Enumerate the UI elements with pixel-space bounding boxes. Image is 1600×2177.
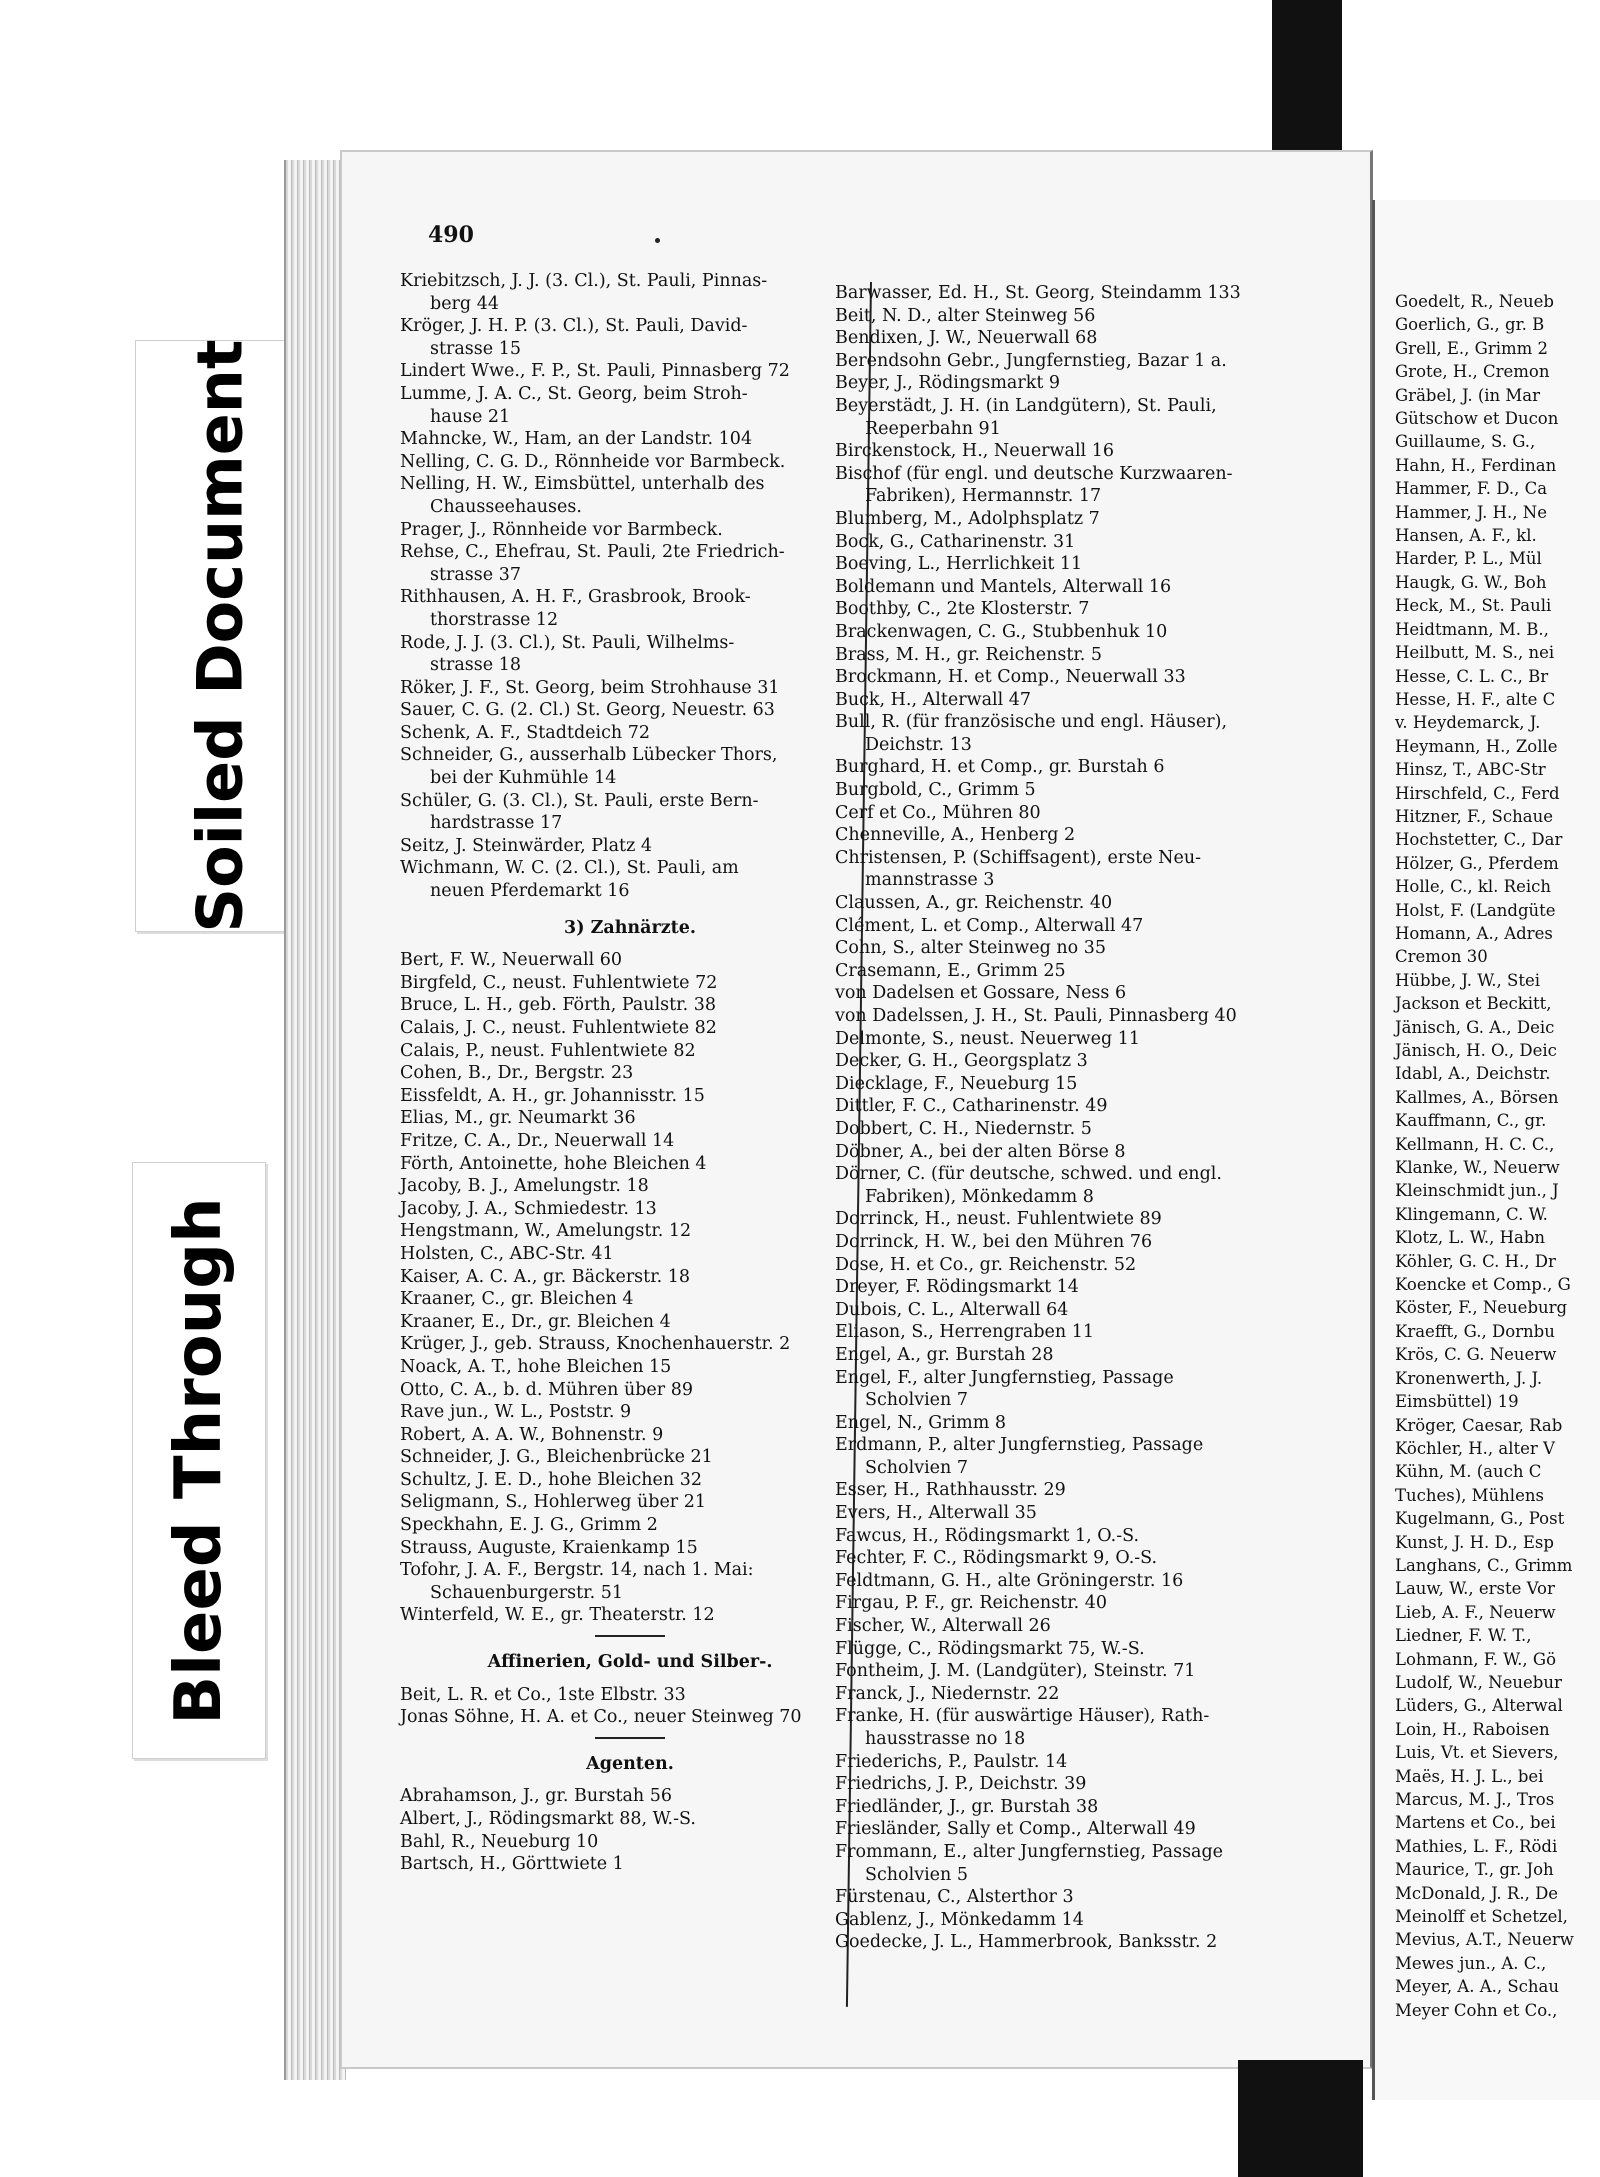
directory-entry-continuation: berg 44 (430, 293, 499, 314)
directory-entry: Birckenstock, H., Neuerwall 16 (835, 441, 1114, 462)
directory-entry: Sauer, C. G. (2. Cl.) St. Georg, Neuestr. 63 (400, 700, 775, 721)
directory-entry-continuation: hause 21 (430, 406, 511, 427)
directory-entry: Fontheim, J. M. (Landgüter), Steinstr. 71 (835, 1661, 1196, 1682)
directory-entry: Wichmann, W. C. (2. Cl.), St. Pauli, am (400, 858, 739, 879)
directory-entry: Rithhausen, A. H. F., Grasbrook, Brook- (400, 587, 751, 608)
directory-entry: Krüger, J., geb. Strauss, Knochenhauerstr. 2 (400, 1334, 791, 1355)
directory-entry: Langhans, C., Grimm (1395, 1555, 1573, 1575)
directory-entry: Eimsbüttel) 19 (1395, 1392, 1519, 1412)
directory-entry: Esser, H., Rathhausstr. 29 (835, 1480, 1066, 1501)
directory-entry: Goedecke, J. L., Hammerbrook, Banksstr. 2 (835, 1932, 1218, 1953)
directory-entry: Friedrichs, J. P., Deichstr. 39 (835, 1774, 1087, 1795)
directory-entry: Koencke et Comp., G (1395, 1275, 1571, 1295)
directory-entry: McDonald, J. R., De (1395, 1883, 1559, 1903)
directory-entry-continuation: Chausseehauses. (430, 496, 582, 517)
directory-entry: Bull, R. (für französische und engl. Häuser), (835, 712, 1228, 733)
directory-entry: Noack, A. T., hohe Bleichen 15 (400, 1356, 672, 1377)
directory-entry: Franke, H. (für auswärtige Häuser), Rath- (835, 1706, 1210, 1727)
directory-entry: Winterfeld, W. E., gr. Theaterstr. 12 (400, 1605, 715, 1626)
directory-entry-continuation: strasse 18 (430, 655, 521, 676)
directory-entry: Heilbutt, M. S., nei (1395, 643, 1555, 663)
directory-entry: Cohen, B., Dr., Bergstr. 23 (400, 1063, 634, 1084)
directory-entry-continuation: bei der Kuhmühle 14 (430, 768, 617, 789)
directory-entry: Kaiser, A. C. A., gr. Bäckerstr. 18 (400, 1266, 691, 1287)
directory-entry: Lohmann, F. W., Gö (1395, 1649, 1557, 1669)
directory-entry: Heidtmann, M. B., (1395, 619, 1549, 639)
directory-entry: Schüler, G. (3. Cl.), St. Pauli, erste Bern- (400, 790, 759, 811)
directory-entry: Evers, H., Alterwall 35 (835, 1503, 1037, 1524)
directory-entry: Boldemann und Mantels, Alterwall 16 (835, 576, 1172, 597)
directory-entry: Kugelmann, G., Post (1395, 1509, 1565, 1529)
directory-entry: Gablenz, J., Mönkedamm 14 (835, 1909, 1084, 1930)
directory-entry: Meinolff et Schetzel, (1395, 1907, 1568, 1927)
directory-entry: Elias, M., gr. Neumarkt 36 (400, 1108, 636, 1129)
directory-entry: Berendsohn Gebr., Jungfernstieg, Bazar 1 a. (835, 350, 1227, 371)
page-edges (284, 160, 346, 2080)
directory-entry: Homann, A., Adres (1395, 923, 1553, 943)
directory-entry: Loin, H., Raboisen (1395, 1719, 1550, 1739)
directory-entry: Lumme, J. A. C., St. Georg, beim Stroh- (400, 383, 748, 404)
directory-entry: Marcus, M. J., Tros (1395, 1790, 1555, 1809)
directory-entry: Rave jun., W. L., Poststr. 9 (400, 1402, 632, 1423)
directory-entry: Brass, M. H., gr. Reichenstr. 5 (835, 644, 1103, 665)
directory-entry: Holst, F. (Landgüte (1395, 900, 1556, 920)
directory-entry: Kühn, M. (auch C (1395, 1462, 1542, 1482)
directory-entry: Bahl, R., Neueburg 10 (400, 1831, 599, 1852)
left-column (400, 270, 860, 1876)
directory-entry: Mewes jun., A. C., (1395, 1953, 1547, 1973)
directory-entry: Kraaner, C., gr. Bleichen 4 (400, 1289, 634, 1310)
directory-entry-continuation: Fabriken), Hermannstr. 17 (865, 486, 1102, 507)
directory-entry: Crasemann, E., Grimm 25 (835, 960, 1066, 981)
directory-entry: Rode, J. J. (3. Cl.), St. Pauli, Wilhelms- (400, 632, 735, 653)
bottom-dark-band (1238, 2060, 1363, 2177)
directory-entry-continuation: Deichstr. 13 (865, 734, 972, 755)
directory-entry: von Dadelsen et Gossare, Ness 6 (835, 983, 1127, 1004)
directory-entry: Kronenwerth, J. J. (1395, 1368, 1543, 1388)
directory-entry: Engel, F., alter Jungfernstieg, Passage (835, 1367, 1174, 1388)
directory-entry: Schultz, J. E. D., hohe Bleichen 32 (400, 1469, 703, 1490)
facing-page-column (1395, 290, 1600, 2022)
directory-entry: Cohn, S., alter Steinweg no 35 (835, 938, 1106, 959)
directory-entry-continuation: strasse 15 (430, 338, 521, 359)
directory-entry: Kraefft, G., Dornbu (1395, 1321, 1555, 1341)
directory-entry: Strauss, Auguste, Kraienkamp 15 (400, 1537, 698, 1558)
directory-entry: Franck, J., Niedernstr. 22 (835, 1683, 1060, 1704)
directory-entry: Hirschfeld, C., Ferd (1395, 783, 1560, 803)
directory-entry: Hammer, F. D., Ca (1395, 479, 1548, 499)
directory-entry: Cerf et Co., Mühren 80 (835, 802, 1041, 823)
directory-entry: Fürstenau, C., Alsterthor 3 (835, 1887, 1074, 1908)
soiled-document-label: Soiled Document (183, 339, 257, 933)
directory-entry: Hochstetter, C., Dar (1395, 830, 1563, 850)
directory-entry: Bartsch, H., Görttwiete 1 (400, 1854, 624, 1875)
directory-entry: Maurice, T., gr. Joh (1395, 1860, 1554, 1880)
directory-entry: Lieb, A. F., Neuerw (1395, 1602, 1556, 1622)
bleed-through-label: Bleed Through (162, 1196, 236, 1725)
directory-entry: Klingemann, C. W. (1395, 1204, 1548, 1224)
directory-entry: Dörner, C. (für deutsche, schwed. und engl. (835, 1164, 1222, 1185)
directory-entry: Mahncke, W., Ham, an der Landstr. 104 (400, 429, 753, 450)
directory-entry: Schneider, G., ausserhalb Lübecker Thors, (400, 745, 778, 766)
soiled-document-tab (135, 340, 305, 932)
directory-entry: Firgau, P. F., gr. Reichenstr. 40 (835, 1593, 1108, 1614)
directory-entry: Albert, J., Rödingsmarkt 88, W.-S. (400, 1809, 696, 1829)
directory-entry: Brockmann, H. et Comp., Neuerwall 33 (835, 667, 1186, 688)
directory-entry: Gütschow et Ducon (1395, 409, 1559, 429)
directory-entry: Kunst, J. H. D., Esp (1395, 1532, 1554, 1552)
directory-entry: Klanke, W., Neuerw (1395, 1158, 1560, 1178)
directory-entry: Förth, Antoinette, hohe Bleichen 4 (400, 1153, 707, 1174)
directory-entry: Krös, C. G. Neuerw (1395, 1345, 1557, 1365)
directory-entry: Bert, F. W., Neuerwall 60 (400, 950, 622, 971)
directory-entry: Tofohr, J. A. F., Bergstr. 14, nach 1. Mai: (400, 1560, 754, 1581)
directory-entry: Dittler, F. C., Catharinenstr. 49 (835, 1096, 1108, 1117)
directory-entry: Hesse, C. L. C., Br (1395, 666, 1549, 686)
directory-entry: Clément, L. et Comp., Alterwall 47 (835, 915, 1144, 936)
directory-entry: von Dadelssen, J. H., St. Pauli, Pinnasberg 40 (835, 1006, 1237, 1026)
directory-entry: Holsten, C., ABC-Str. 41 (400, 1243, 614, 1264)
directory-entry: Delmonte, S., neust. Neuerweg 11 (835, 1028, 1141, 1049)
section-rule (595, 1737, 665, 1739)
directory-entry: Flügge, C., Rödingsmarkt 75, W.-S. (835, 1638, 1145, 1659)
directory-entry: Christensen, P. (Schiffsagent), erste Neu- (835, 847, 1202, 868)
directory-entry: Beit, N. D., alter Steinweg 56 (835, 305, 1096, 326)
directory-entry: Jackson et Beckitt, (1395, 994, 1552, 1014)
directory-entry: Buck, H., Alterwall 47 (835, 689, 1032, 710)
directory-entry: Calais, P., neust. Fuhlentwiete 82 (400, 1040, 696, 1061)
directory-entry-continuation: mannstrasse 3 (865, 870, 995, 891)
directory-entry: Erdmann, P., alter Jungfernstieg, Passage (835, 1435, 1204, 1456)
directory-entry: Cremon 30 (1395, 947, 1488, 967)
directory-entry: Hansen, A. F., kl. (1395, 526, 1537, 546)
directory-entry: Dreyer, F. Rödingsmarkt 14 (835, 1277, 1079, 1298)
directory-entry: Kleinschmidt jun., J (1395, 1181, 1559, 1201)
directory-entry: Eissfeldt, A. H., gr. Johannisstr. 15 (400, 1085, 705, 1106)
directory-entry: Dorrinck, H., neust. Fuhlentwiete 89 (835, 1209, 1162, 1230)
directory-entry: Beyerstädt, J. H. (in Landgütern), St. Pauli, (835, 395, 1217, 416)
directory-entry: Harder, P. L., Mül (1395, 549, 1542, 569)
directory-entry: Friesländer, Sally et Comp., Alterwall 49 (835, 1819, 1196, 1840)
directory-entry: Hammer, J. H., Ne (1395, 502, 1547, 522)
directory-entry: Birgfeld, C., neust. Fuhlentwiete 72 (400, 972, 718, 993)
directory-entry: Decker, G. H., Georgsplatz 3 (835, 1051, 1088, 1072)
directory-entry: Mevius, A.T., Neuerw (1395, 1930, 1574, 1950)
directory-entry: v. Heydemarck, J. (1395, 713, 1541, 733)
directory-entry: Meyer, A. A., Schau (1395, 1977, 1560, 1997)
directory-entry: Hahn, H., Ferdinan (1395, 455, 1557, 475)
ink-dot (655, 238, 660, 243)
directory-entry: Eliason, S., Herrengraben 11 (835, 1322, 1095, 1343)
directory-entry: Calais, J. C., neust. Fuhlentwiete 82 (400, 1018, 717, 1038)
directory-entry: Dorrinck, H. W., bei den Mühren 76 (835, 1231, 1153, 1252)
middle-column (835, 282, 1360, 1954)
directory-entry: Lüders, G., Alterwal (1395, 1696, 1563, 1716)
directory-entry: Luis, Vt. et Sievers, (1395, 1743, 1559, 1763)
directory-entry: Bischof (für engl. und deutsche Kurzwaaren- (835, 463, 1233, 484)
directory-entry: Grell, E., Grimm 2 (1395, 338, 1549, 358)
directory-entry: Seligmann, S., Hohlerweg über 21 (400, 1492, 707, 1513)
directory-entry: Feldtmann, G. H., alte Gröningerstr. 16 (835, 1570, 1184, 1591)
directory-entry: Diecklage, F., Neueburg 15 (835, 1073, 1078, 1094)
directory-entry: Dose, H. et Co., gr. Reichenstr. 52 (835, 1254, 1137, 1275)
directory-entry: Fritze, C. A., Dr., Neuerwall 14 (400, 1130, 675, 1151)
directory-entry: Döbner, A., bei der alten Börse 8 (835, 1141, 1126, 1162)
directory-entry: Seitz, J. Steinwärder, Platz 4 (400, 835, 653, 856)
directory-entry: Jacoby, J. A., Schmiedestr. 13 (400, 1198, 657, 1219)
directory-entry: Beyer, J., Rödingsmarkt 9 (835, 373, 1061, 394)
directory-entry: Meyer Cohn et Co., (1395, 2000, 1558, 2020)
directory-entry: Idabl, A., Deichstr. (1395, 1064, 1551, 1084)
directory-entry: Brackenwagen, C. G., Stubbenhuk 10 (835, 621, 1168, 642)
directory-entry: Goerlich, G., gr. B (1395, 315, 1545, 335)
directory-entry: Holle, C., kl. Reich (1395, 877, 1552, 897)
directory-entry: Martens et Co., bei (1395, 1813, 1556, 1833)
directory-entry: Hesse, H. F., alte C (1395, 689, 1556, 709)
section-heading: 3) Zahnärzte. (564, 917, 696, 938)
directory-entry: Engel, A., gr. Burstah 28 (835, 1344, 1054, 1365)
directory-entry: Friedländer, J., gr. Burstah 38 (835, 1796, 1099, 1817)
directory-entry-continuation: neuen Pferdemarkt 16 (430, 881, 630, 902)
directory-entry: Bendixen, J. W., Neuerwall 68 (835, 328, 1098, 349)
directory-entry: Liedner, F. W. T., (1395, 1626, 1532, 1646)
directory-entry-continuation: Fabriken), Mönkedamm 8 (865, 1186, 1094, 1207)
section-heading: Agenten. (586, 1753, 674, 1774)
directory-entry: Bruce, L. H., geb. Förth, Paulstr. 38 (400, 995, 717, 1016)
directory-entry: Burgbold, C., Grimm 5 (835, 780, 1036, 801)
page-number: 490 (428, 222, 474, 248)
directory-entry: Hinsz, T., ABC-Str (1395, 760, 1546, 780)
directory-entry: Abrahamson, J., gr. Burstah 56 (400, 1786, 673, 1807)
directory-entry: Fechter, F. C., Rödingsmarkt 9, O.-S. (835, 1548, 1158, 1569)
directory-entry: Nelling, C. G. D., Rönnheide vor Barmbeck. (400, 451, 786, 472)
directory-entry-continuation: Scholvien 7 (865, 1457, 969, 1478)
directory-entry-continuation: Reeperbahn 91 (865, 418, 1001, 439)
directory-entry: Hölzer, G., Pferdem (1395, 853, 1559, 873)
directory-entry: Kellmann, H. C. C., (1395, 1134, 1555, 1154)
directory-entry-continuation: Schauenburgerstr. 51 (430, 1582, 624, 1603)
directory-entry: Haugk, G. W., Boh (1395, 572, 1547, 592)
directory-entry-continuation: Scholvien 7 (865, 1390, 969, 1411)
directory-entry: Hübbe, J. W., Stei (1395, 970, 1541, 990)
directory-entry: Speckhahn, E. J. G., Grimm 2 (400, 1515, 658, 1536)
directory-entry: Burghard, H. et Comp., gr. Burstah 6 (835, 757, 1165, 778)
section-rule (595, 1635, 665, 1637)
directory-entry: Goedelt, R., Neueb (1395, 292, 1554, 311)
directory-entry: Prager, J., Rönnheide vor Barmbeck. (400, 519, 723, 540)
directory-entry: Köhler, G. C. H., Dr (1395, 1251, 1556, 1271)
directory-entry: Bock, G., Catharinenstr. 31 (835, 531, 1076, 552)
directory-entry: Kröger, J. H. P. (3. Cl.), St. Pauli, David- (400, 316, 748, 337)
directory-entry: Köchler, H., alter V (1395, 1438, 1555, 1458)
directory-entry: Friederichs, P., Paulstr. 14 (835, 1751, 1068, 1772)
directory-entry: Tuches), Mühlens (1395, 1485, 1544, 1505)
directory-entry: Blumberg, M., Adolphsplatz 7 (835, 508, 1100, 529)
directory-entry: Hitzner, F., Schaue (1395, 806, 1553, 826)
directory-entry: Jacoby, B. J., Amelungstr. 18 (400, 1176, 649, 1197)
directory-entry: Heymann, H., Zolle (1395, 736, 1558, 756)
directory-entry: Kauffmann, C., gr. (1395, 1111, 1547, 1131)
directory-entry: Nelling, H. W., Eimsbüttel, unterhalb des (400, 474, 765, 495)
directory-entry: Kriebitzsch, J. J. (3. Cl.), St. Pauli, Pinnas- (400, 271, 768, 291)
directory-entry: Schenk, A. F., Stadtdeich 72 (400, 722, 651, 743)
bleed-through-tab (132, 1162, 266, 1759)
directory-entry: Mathies, L. F., Rödi (1395, 1836, 1558, 1856)
directory-entry: Grote, H., Cremon (1395, 362, 1550, 382)
directory-entry: Beit, L. R. et Co., 1ste Elbstr. 33 (400, 1684, 686, 1705)
directory-entry: Dubois, C. L., Alterwall 64 (835, 1299, 1069, 1320)
directory-entry: Jänisch, G. A., Deic (1395, 1017, 1555, 1037)
directory-entry: Lauw, W., erste Vor (1395, 1579, 1555, 1599)
directory-entry: Maës, H. J. L., bei (1395, 1766, 1544, 1786)
directory-entry: Lindert Wwe., F. P., St. Pauli, Pinnasberg 72 (400, 361, 790, 382)
directory-entry-continuation: Scholvien 5 (865, 1864, 969, 1885)
directory-entry: Jänisch, H. O., Deic (1395, 1041, 1557, 1060)
directory-entry: Heck, M., St. Pauli (1395, 596, 1552, 616)
section-heading: Affinerien, Gold- und Silber-. (487, 1652, 773, 1673)
directory-entry: Guillaume, S. G., (1395, 432, 1536, 452)
directory-entry: Chenneville, A., Henberg 2 (835, 825, 1076, 846)
directory-entry: Dobbert, C. H., Niedernstr. 5 (835, 1118, 1092, 1139)
directory-entry: Engel, N., Grimm 8 (835, 1412, 1007, 1433)
directory-entry: Jonas Söhne, H. A. et Co., neuer Steinweg 70 (400, 1707, 802, 1728)
directory-entry: Röker, J. F., St. Georg, beim Strohhause 31 (400, 677, 780, 698)
directory-entry: Fischer, W., Alterwall 26 (835, 1616, 1051, 1637)
directory-entry: Claussen, A., gr. Reichenstr. 40 (835, 893, 1113, 914)
directory-entry: Klotz, L. W., Habn (1395, 1228, 1546, 1248)
directory-entry: Schneider, J. G., Bleichenbrücke 21 (400, 1447, 713, 1468)
directory-entry: Gräbel, J. (in Mar (1395, 385, 1541, 405)
directory-entry: Barwasser, Ed. H., St. Georg, Steindamm 133 (835, 283, 1241, 303)
directory-entry-continuation: strasse 37 (430, 564, 521, 585)
directory-entry: Boothby, C., 2te Klosterstr. 7 (835, 599, 1090, 620)
directory-entry-continuation: thorstrasse 12 (430, 609, 559, 630)
directory-entry: Boeving, L., Herrlichkeit 11 (835, 554, 1083, 575)
directory-entry: Kröger, Caesar, Rab (1395, 1415, 1563, 1435)
directory-entry: Rehse, C., Ehefrau, St. Pauli, 2te Friedrich- (400, 542, 785, 563)
directory-entry: Kraaner, E., Dr., gr. Bleichen 4 (400, 1311, 671, 1332)
directory-entry: Köster, F., Neueburg (1395, 1298, 1568, 1318)
directory-entry: Otto, C. A., b. d. Mühren über 89 (400, 1379, 693, 1400)
directory-entry: Robert, A. A. W., Bohnenstr. 9 (400, 1424, 664, 1445)
directory-entry-continuation: hardstrasse 17 (430, 813, 563, 834)
directory-entry: Frommann, E., alter Jungfernstieg, Passage (835, 1841, 1224, 1862)
directory-entry: Ludolf, W., Neuebur (1395, 1672, 1562, 1692)
directory-entry-continuation: hausstrasse no 18 (865, 1729, 1026, 1749)
directory-entry: Hengstmann, W., Amelungstr. 12 (400, 1221, 692, 1242)
directory-entry: Fawcus, H., Rödingsmarkt 1, O.-S. (835, 1525, 1140, 1546)
directory-entry: Kallmes, A., Börsen (1395, 1087, 1559, 1107)
